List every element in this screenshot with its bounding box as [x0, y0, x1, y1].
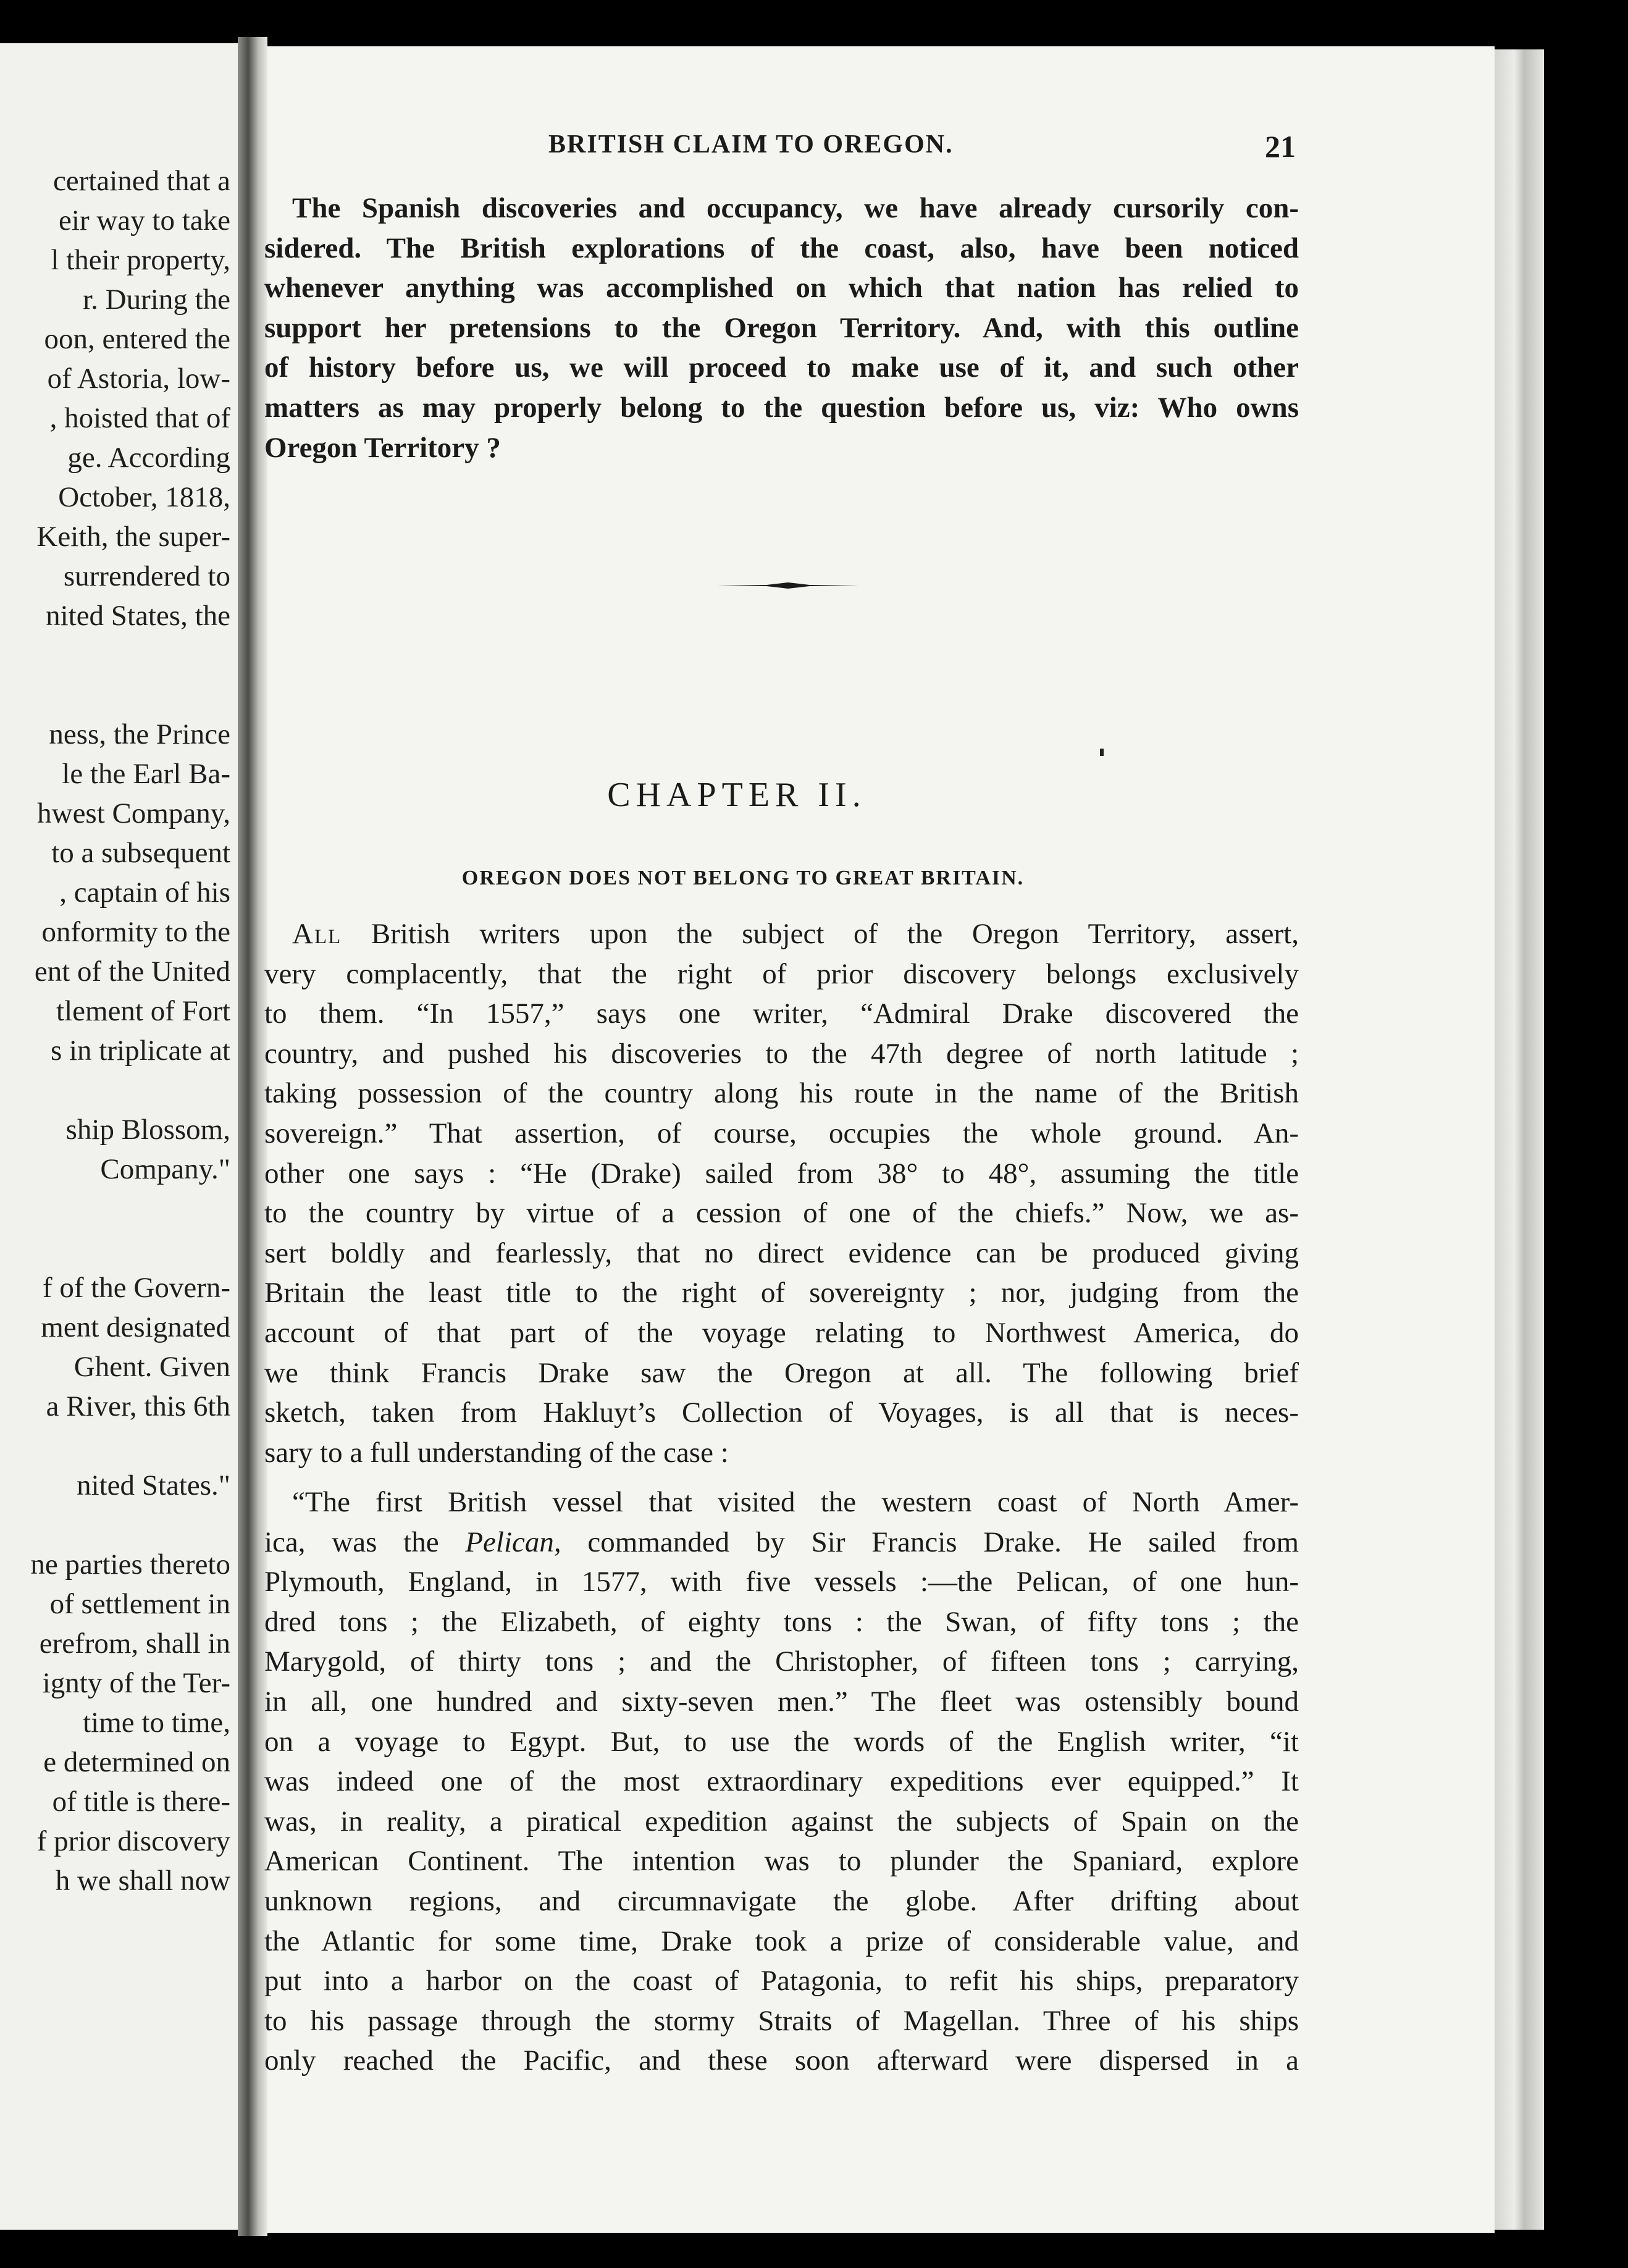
intro-paragraph — [264, 188, 1299, 468]
previous-page-fragment — [0, 43, 238, 2230]
left-page-line: eir way to take — [59, 204, 230, 237]
left-page-line: r. During the — [83, 284, 230, 316]
left-page-line: e determined on — [43, 1746, 230, 1778]
paragraph-2-line: was indeed one of the most extraordinary expeditions ever equipped.” It — [264, 1765, 1299, 1798]
chapter-subtitle: OREGON DOES NOT BELONG TO GREAT BRITAIN. — [461, 867, 1025, 889]
paragraph-2-line: only reached the Pacific, and these soon afterward were dispersed in a — [264, 2044, 1299, 2077]
left-page-line: of Astoria, low- — [47, 363, 230, 395]
intro-line: The Spanish discoveries and occupancy, we have already cursorily con- — [292, 192, 1299, 224]
paragraph-2-line: in all, one hundred and sixty-seven men.” The fleet was ostensibly bound — [264, 1685, 1299, 1718]
left-page-line: Keith, the super- — [36, 521, 230, 553]
lead-word: All — [292, 918, 342, 950]
paragraph-1-line: country, and pushed his discoveries to the 47th degree of north latitude ; — [264, 1037, 1299, 1070]
left-page-line: nited States, the — [46, 600, 230, 632]
left-page-line: oon, entered the — [44, 323, 230, 355]
left-page-line: October, 1818, — [58, 481, 230, 513]
paragraph-2-line: on a voyage to Egypt. But, to use the words of the English writer, “it — [264, 1725, 1299, 1758]
paragraph-2-line: American Continent. The intention was to plunder the Spaniard, explore — [264, 1845, 1299, 1878]
paragraph-1-line: sovereign.” That assertion, of course, occupies the whole ground. An- — [264, 1117, 1299, 1149]
paragraph-1-line: to the country by virtue of a cession of one of the chiefs.” Now, we as- — [264, 1197, 1299, 1230]
left-page-line: of settlement in — [49, 1588, 230, 1620]
ship-name: Pelican, — [465, 1526, 561, 1558]
paragraph-1-line: we think Francis Drake saw the Oregon at all. The following brief — [264, 1356, 1299, 1389]
left-page-line: ship Blossom, — [65, 1114, 230, 1146]
left-page-line: ge. According — [67, 442, 230, 474]
page-header — [267, 130, 1495, 173]
left-page-line: f prior discovery — [36, 1825, 230, 1857]
chapter-title: CHAPTER II. — [607, 776, 866, 814]
left-page-line: ne parties thereto — [30, 1548, 230, 1581]
paragraph-2-line: Plymouth, England, in 1577, with five vessels :—the Pelican, of one hun- — [264, 1566, 1299, 1598]
paragraph-1-line: taking possession of the country along his route in the name of the British — [264, 1077, 1299, 1110]
intro-line: whenever anything was accomplished on which that nation has relied to — [264, 272, 1299, 304]
paragraph-1-line: sary to a full understanding of the case : — [264, 1436, 729, 1469]
second-line-after: commanded by Sir Francis Drake. He sailed from — [561, 1526, 1299, 1558]
running-head: BRITISH CLAIM TO OREGON. — [548, 130, 954, 159]
page — [264, 46, 1495, 2233]
paragraph-2-first-line: “The first British vessel that visited the western coast of North Amer- — [292, 1486, 1299, 1518]
intro-line: of history before us, we will proceed to make use of it, and such other — [264, 351, 1299, 384]
left-page-line: h we shall now — [55, 1865, 230, 1897]
left-page-line: tlement of Fort — [56, 995, 230, 1027]
left-page-line: le the Earl Ba- — [62, 758, 230, 790]
left-page-line: ignty of the Ter- — [42, 1667, 230, 1699]
second-line-before: ica, was the — [264, 1526, 466, 1558]
paragraph-1-line: sert boldly and fearlessly, that no direct evidence can be produced giving — [264, 1237, 1299, 1269]
left-page-line: s in triplicate at — [50, 1035, 230, 1067]
page-number: 21 — [1265, 129, 1296, 164]
intro-line: support her pretensions to the Oregon Territory. And, with this outline — [264, 311, 1299, 344]
first-line-rest: British writers upon the subject of the Oregon Territory, assert, — [342, 918, 1299, 950]
intro-line: sidered. The British explorations of the coast, also, have been noticed — [264, 232, 1299, 264]
left-page-line: f of the Govern- — [42, 1272, 230, 1304]
paragraph-2-line: dred tons ; the Elizabeth, of eighty tons : the Swan, of fifty tons ; the — [264, 1605, 1299, 1638]
left-page-line: time to time, — [83, 1707, 230, 1739]
paragraph-1-line: Britain the least title to the right of sovereignty ; nor, judging from the — [264, 1277, 1299, 1309]
left-page-line: , hoisted that of — [49, 402, 230, 434]
left-page-line: ent of the United — [34, 956, 230, 988]
left-page-line: to a subsequent — [51, 837, 230, 869]
paragraph-1 — [264, 914, 1299, 1472]
left-page-line: , captain of his — [59, 876, 230, 909]
paragraph-2-line: was, in reality, a piratical expedition against the subjects of Spain on the — [264, 1805, 1299, 1838]
left-page-line: hwest Company, — [37, 797, 230, 830]
left-page-line: certained that a — [52, 165, 230, 197]
ink-speck — [1100, 749, 1104, 756]
paragraph-2 — [264, 1482, 1299, 2081]
paragraph-2-line: Marygold, of thirty tons ; and the Christopher, of fifteen tons ; carrying, — [264, 1645, 1299, 1678]
paragraph-2-second-line — [264, 1522, 1299, 1563]
paragraph-1-line: to them. “In 1557,” says one writer, “Admiral Drake discovered the — [264, 998, 1299, 1030]
paragraph-1-line: sketch, taken from Hakluyt’s Collection of Voyages, is all that is neces- — [264, 1396, 1299, 1429]
left-page-line: surrendered to — [63, 560, 230, 592]
left-page-line: ness, the Prince — [49, 718, 230, 750]
left-page-line: of title is there- — [52, 1786, 230, 1818]
left-page-line: nited States." — [77, 1469, 230, 1502]
page-edge — [1495, 49, 1544, 2230]
paragraph-1-first-line — [264, 914, 1299, 954]
left-page-line: ment designated — [41, 1311, 230, 1343]
left-page-line: Company." — [100, 1153, 230, 1185]
left-page-line: l their property, — [51, 244, 230, 276]
book-gutter — [238, 37, 267, 2236]
paragraph-1-line: other one says : “He (Drake) sailed from 38° to 48°, assuming the title — [264, 1157, 1299, 1190]
left-page-line: Ghent. Given — [73, 1351, 230, 1383]
left-page-line: erefrom, shall in — [39, 1628, 230, 1660]
paragraph-2-line: put into a harbor on the coast of Patagonia, to refit his ships, preparatory — [264, 1965, 1299, 1997]
paragraph-2-line: to his passage through the stormy Straits of Magellan. Three of his ships — [264, 2004, 1299, 2037]
left-page-line: a River, this 6th — [46, 1390, 230, 1422]
paragraph-2-line: the Atlantic for some time, Drake took a prize of considerable value, and — [264, 1925, 1299, 1957]
paragraph-1-line: very complacently, that the right of prior discovery belongs exclusively — [264, 957, 1299, 990]
paragraph-2-line: unknown regions, and circumnavigate the globe. After drifting about — [264, 1884, 1299, 1917]
left-page-line: onformity to the — [41, 916, 230, 948]
paragraph-1-line: account of that part of the voyage relating to Northwest America, do — [264, 1316, 1299, 1349]
intro-line: matters as may properly belong to the question before us, viz: Who owns — [264, 391, 1299, 424]
intro-line: Oregon Territory ? — [264, 431, 501, 464]
section-divider-ornament — [717, 581, 859, 590]
